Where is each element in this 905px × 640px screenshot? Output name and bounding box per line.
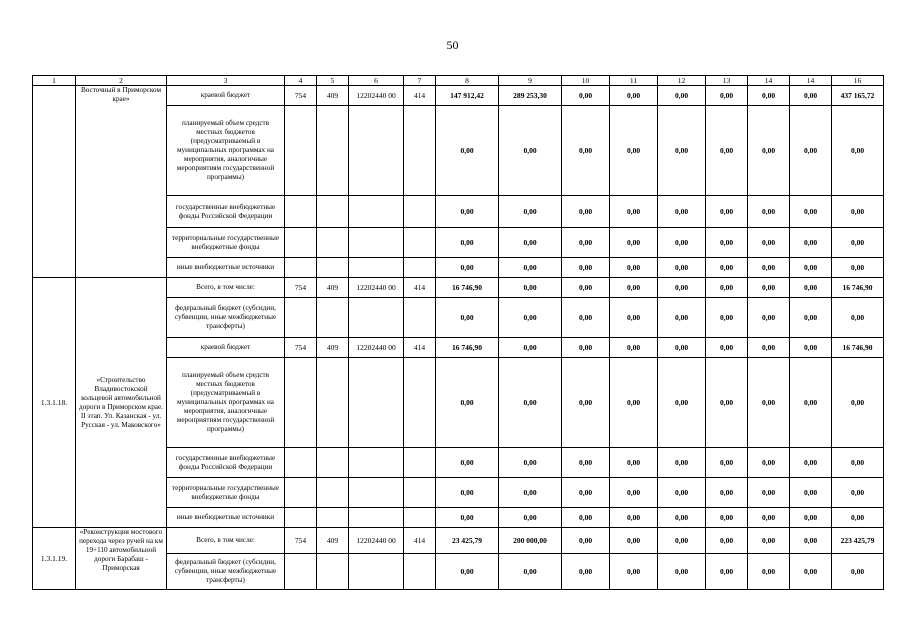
budget-code-c4: 754 <box>285 338 317 358</box>
amount-cell: 0,00 <box>499 258 562 278</box>
amount-cell: 0,00 <box>562 196 610 228</box>
amount-cell: 0,00 <box>706 508 748 528</box>
budget-code-c5 <box>317 358 349 448</box>
budget-code-c4 <box>285 478 317 508</box>
amount-cell: 0,00 <box>610 298 658 338</box>
column-header: 4 <box>285 76 317 86</box>
budget-code-c5 <box>317 448 349 478</box>
funding-source: федеральный бюджет (субсидии, субвенции, иные межбюджетные трансферты) <box>167 298 285 338</box>
amount-cell: 0,00 <box>499 554 562 590</box>
amount-cell: 0,00 <box>562 508 610 528</box>
amount-cell: 0,00 <box>748 298 790 338</box>
amount-cell: 0,00 <box>706 278 748 298</box>
amount-cell: 0,00 <box>706 298 748 338</box>
amount-cell: 0,00 <box>562 278 610 298</box>
column-header: 16 <box>832 76 884 86</box>
budget-code-c4 <box>285 554 317 590</box>
budget-code-c6 <box>349 508 404 528</box>
amount-cell: 0,00 <box>610 528 658 554</box>
amount-cell: 0,00 <box>658 508 706 528</box>
budget-code-c4 <box>285 196 317 228</box>
budget-code-c6 <box>349 448 404 478</box>
amount-cell: 0,00 <box>832 258 884 278</box>
column-header: 14 <box>790 76 832 86</box>
amount-cell: 0,00 <box>499 196 562 228</box>
object-name: «Строительство Владивостокской кольцевой автомобильной дороги в Приморском крае. II этап. Ул. Казанская - ул. Русская - ул. Маковского» <box>76 278 167 528</box>
amount-cell: 0,00 <box>790 278 832 298</box>
amount-cell: 0,00 <box>436 478 499 508</box>
amount-cell: 0,00 <box>790 258 832 278</box>
amount-cell: 0,00 <box>790 338 832 358</box>
amount-cell: 0,00 <box>706 338 748 358</box>
amount-cell: 0,00 <box>562 228 610 258</box>
amount-cell: 0,00 <box>748 228 790 258</box>
amount-cell: 0,00 <box>832 228 884 258</box>
amount-cell: 0,00 <box>562 298 610 338</box>
amount-cell: 0,00 <box>436 358 499 448</box>
budget-code-c7 <box>404 554 436 590</box>
budget-code-c5: 409 <box>317 278 349 298</box>
amount-cell: 0,00 <box>748 86 790 106</box>
budget-code-c4 <box>285 228 317 258</box>
amount-cell: 0,00 <box>748 508 790 528</box>
budget-code-c6 <box>349 478 404 508</box>
amount-cell: 0,00 <box>748 528 790 554</box>
amount-cell: 0,00 <box>562 554 610 590</box>
amount-cell: 0,00 <box>658 528 706 554</box>
amount-cell: 0,00 <box>748 358 790 448</box>
budget-code-c6: 12202440 00 <box>349 338 404 358</box>
budget-table <box>32 75 884 590</box>
budget-code-c6 <box>349 358 404 448</box>
amount-cell: 0,00 <box>748 448 790 478</box>
amount-cell: 0,00 <box>610 278 658 298</box>
budget-code-c4 <box>285 508 317 528</box>
column-header: 3 <box>167 76 285 86</box>
budget-code-c6 <box>349 298 404 338</box>
amount-cell: 0,00 <box>436 508 499 528</box>
funding-source: планируемый объем средств местных бюджетов (предусматриваемый в муниципальных программах на мероприятия, аналогичные мероприятиям государственной программы) <box>167 358 285 448</box>
item-number <box>33 86 76 278</box>
budget-code-c5: 409 <box>317 86 349 106</box>
budget-code-c5 <box>317 298 349 338</box>
amount-cell: 0,00 <box>436 196 499 228</box>
item-number: 1.3.1.19. <box>33 528 76 590</box>
amount-cell: 0,00 <box>499 298 562 338</box>
amount-cell: 0,00 <box>832 448 884 478</box>
amount-cell: 0,00 <box>610 478 658 508</box>
budget-code-c4: 754 <box>285 278 317 298</box>
amount-cell: 0,00 <box>610 338 658 358</box>
budget-code-c4: 754 <box>285 528 317 554</box>
amount-cell: 0,00 <box>706 478 748 508</box>
column-header: 5 <box>317 76 349 86</box>
amount-cell: 0,00 <box>499 448 562 478</box>
amount-cell: 0,00 <box>832 478 884 508</box>
amount-cell: 0,00 <box>790 196 832 228</box>
table-row <box>33 528 884 554</box>
amount-cell: 0,00 <box>790 528 832 554</box>
amount-cell: 0,00 <box>748 106 790 196</box>
budget-code-c5 <box>317 196 349 228</box>
amount-cell: 0,00 <box>706 196 748 228</box>
object-name: «Реконструкция мостового перехода через ручей на км 19+110 автомобильной дороги Барабаш - Приморская <box>76 528 167 590</box>
amount-cell: 0,00 <box>706 528 748 554</box>
amount-cell: 0,00 <box>790 478 832 508</box>
amount-cell: 0,00 <box>790 106 832 196</box>
amount-cell: 223 425,79 <box>832 528 884 554</box>
budget-code-c5 <box>317 508 349 528</box>
budget-code-c7 <box>404 196 436 228</box>
amount-cell: 0,00 <box>832 298 884 338</box>
column-header: 11 <box>610 76 658 86</box>
amount-cell: 0,00 <box>658 338 706 358</box>
budget-code-c6: 12202440 00 <box>349 528 404 554</box>
amount-cell: 0,00 <box>832 106 884 196</box>
budget-code-c6 <box>349 554 404 590</box>
amount-cell: 289 253,30 <box>499 86 562 106</box>
amount-cell: 0,00 <box>790 228 832 258</box>
column-header: 7 <box>404 76 436 86</box>
amount-cell: 0,00 <box>562 448 610 478</box>
amount-cell: 0,00 <box>610 448 658 478</box>
amount-cell: 0,00 <box>436 298 499 338</box>
column-header: 1 <box>33 76 76 86</box>
amount-cell: 0,00 <box>610 196 658 228</box>
amount-cell: 0,00 <box>562 528 610 554</box>
amount-cell: 0,00 <box>436 554 499 590</box>
budget-code-c7: 414 <box>404 338 436 358</box>
budget-code-c5 <box>317 106 349 196</box>
amount-cell: 0,00 <box>499 478 562 508</box>
amount-cell: 0,00 <box>658 86 706 106</box>
budget-code-c7 <box>404 106 436 196</box>
funding-source: краевой бюджет <box>167 86 285 106</box>
object-name: Восточный в Приморском крае» <box>76 86 167 278</box>
column-header: 10 <box>562 76 610 86</box>
column-header: 9 <box>499 76 562 86</box>
item-number: 1.3.1.18. <box>33 278 76 528</box>
amount-cell: 0,00 <box>499 508 562 528</box>
amount-cell: 0,00 <box>748 278 790 298</box>
amount-cell: 0,00 <box>706 554 748 590</box>
amount-cell: 147 912,42 <box>436 86 499 106</box>
amount-cell: 0,00 <box>658 196 706 228</box>
amount-cell: 0,00 <box>790 508 832 528</box>
budget-code-c6 <box>349 228 404 258</box>
amount-cell: 0,00 <box>790 358 832 448</box>
budget-code-c6: 12202440 00 <box>349 278 404 298</box>
amount-cell: 0,00 <box>610 358 658 448</box>
funding-source: Всего, в том числе: <box>167 528 285 554</box>
amount-cell: 16 746,90 <box>436 278 499 298</box>
amount-cell: 0,00 <box>436 448 499 478</box>
table-row <box>33 86 884 106</box>
amount-cell: 0,00 <box>658 228 706 258</box>
amount-cell: 0,00 <box>658 298 706 338</box>
budget-code-c4: 754 <box>285 86 317 106</box>
funding-source: федеральный бюджет (субсидии, субвенции, иные межбюджетные трансферты) <box>167 554 285 590</box>
amount-cell: 0,00 <box>658 258 706 278</box>
amount-cell: 0,00 <box>658 554 706 590</box>
budget-code-c6 <box>349 106 404 196</box>
funding-source: краевой бюджет <box>167 338 285 358</box>
funding-source: планируемый объем средств местных бюджетов (предусматриваемый в муниципальных программах на мероприятия, аналогичные мероприятиям государственной программы) <box>167 106 285 196</box>
amount-cell: 200 000,00 <box>499 528 562 554</box>
amount-cell: 0,00 <box>610 86 658 106</box>
amount-cell: 0,00 <box>610 554 658 590</box>
amount-cell: 0,00 <box>790 86 832 106</box>
amount-cell: 0,00 <box>610 228 658 258</box>
budget-code-c7: 414 <box>404 528 436 554</box>
amount-cell: 0,00 <box>658 358 706 448</box>
column-header: 6 <box>349 76 404 86</box>
budget-code-c5: 409 <box>317 338 349 358</box>
funding-source: иные внебюджетные источники <box>167 508 285 528</box>
amount-cell: 16 746,90 <box>832 278 884 298</box>
amount-cell: 16 746,90 <box>436 338 499 358</box>
budget-code-c6 <box>349 258 404 278</box>
amount-cell: 0,00 <box>562 86 610 106</box>
column-header: 2 <box>76 76 167 86</box>
amount-cell: 0,00 <box>562 478 610 508</box>
funding-source: государственные внебюджетные фонды Российской Федерации <box>167 196 285 228</box>
amount-cell: 0,00 <box>790 298 832 338</box>
budget-code-c5 <box>317 258 349 278</box>
page-number: 50 <box>446 38 459 52</box>
amount-cell: 0,00 <box>562 106 610 196</box>
amount-cell: 437 165,72 <box>832 86 884 106</box>
budget-code-c7: 414 <box>404 278 436 298</box>
amount-cell: 0,00 <box>706 228 748 258</box>
amount-cell: 0,00 <box>610 106 658 196</box>
table-row <box>33 278 884 298</box>
amount-cell: 0,00 <box>706 86 748 106</box>
budget-code-c5 <box>317 478 349 508</box>
column-header: 14 <box>748 76 790 86</box>
amount-cell: 0,00 <box>658 448 706 478</box>
amount-cell: 0,00 <box>748 338 790 358</box>
funding-source: территориальные государственные внебюджетные фонды <box>167 478 285 508</box>
amount-cell: 0,00 <box>499 228 562 258</box>
amount-cell: 0,00 <box>499 106 562 196</box>
amount-cell: 0,00 <box>658 278 706 298</box>
budget-code-c6 <box>349 196 404 228</box>
column-header: 13 <box>706 76 748 86</box>
amount-cell: 0,00 <box>499 278 562 298</box>
amount-cell: 0,00 <box>832 196 884 228</box>
amount-cell: 0,00 <box>790 554 832 590</box>
budget-code-c7 <box>404 448 436 478</box>
amount-cell: 0,00 <box>436 228 499 258</box>
amount-cell: 0,00 <box>499 338 562 358</box>
amount-cell: 0,00 <box>832 508 884 528</box>
budget-code-c5: 409 <box>317 528 349 554</box>
column-header: 8 <box>436 76 499 86</box>
budget-code-c4 <box>285 448 317 478</box>
funding-source: государственные внебюджетные фонды Российской Федерации <box>167 448 285 478</box>
amount-cell: 0,00 <box>832 358 884 448</box>
budget-code-c7 <box>404 298 436 338</box>
amount-cell: 0,00 <box>499 358 562 448</box>
budget-code-c4 <box>285 106 317 196</box>
amount-cell: 0,00 <box>706 358 748 448</box>
funding-source: иные внебюджетные источники <box>167 258 285 278</box>
budget-code-c5 <box>317 228 349 258</box>
budget-code-c7 <box>404 478 436 508</box>
amount-cell: 0,00 <box>436 106 499 196</box>
amount-cell: 0,00 <box>562 358 610 448</box>
amount-cell: 0,00 <box>748 554 790 590</box>
funding-source: территориальные государственные внебюджетные фонды <box>167 228 285 258</box>
amount-cell: 0,00 <box>436 258 499 278</box>
amount-cell: 0,00 <box>610 258 658 278</box>
budget-code-c7 <box>404 358 436 448</box>
budget-code-c6: 12202440 00 <box>349 86 404 106</box>
budget-code-c7 <box>404 228 436 258</box>
amount-cell: 0,00 <box>706 258 748 278</box>
amount-cell: 0,00 <box>562 338 610 358</box>
amount-cell: 0,00 <box>562 258 610 278</box>
budget-code-c4 <box>285 298 317 338</box>
amount-cell: 0,00 <box>658 478 706 508</box>
budget-code-c4 <box>285 358 317 448</box>
budget-code-c7: 414 <box>404 86 436 106</box>
header-row <box>33 76 884 86</box>
amount-cell: 0,00 <box>832 554 884 590</box>
amount-cell: 0,00 <box>790 448 832 478</box>
amount-cell: 0,00 <box>706 448 748 478</box>
column-header: 12 <box>658 76 706 86</box>
amount-cell: 16 746,90 <box>832 338 884 358</box>
amount-cell: 0,00 <box>748 196 790 228</box>
funding-source: Всего, в том числе: <box>167 278 285 298</box>
amount-cell: 0,00 <box>610 508 658 528</box>
budget-code-c7 <box>404 508 436 528</box>
amount-cell: 0,00 <box>748 478 790 508</box>
budget-code-c7 <box>404 258 436 278</box>
amount-cell: 23 425,79 <box>436 528 499 554</box>
budget-code-c5 <box>317 554 349 590</box>
amount-cell: 0,00 <box>748 258 790 278</box>
amount-cell: 0,00 <box>706 106 748 196</box>
budget-code-c4 <box>285 258 317 278</box>
amount-cell: 0,00 <box>658 106 706 196</box>
